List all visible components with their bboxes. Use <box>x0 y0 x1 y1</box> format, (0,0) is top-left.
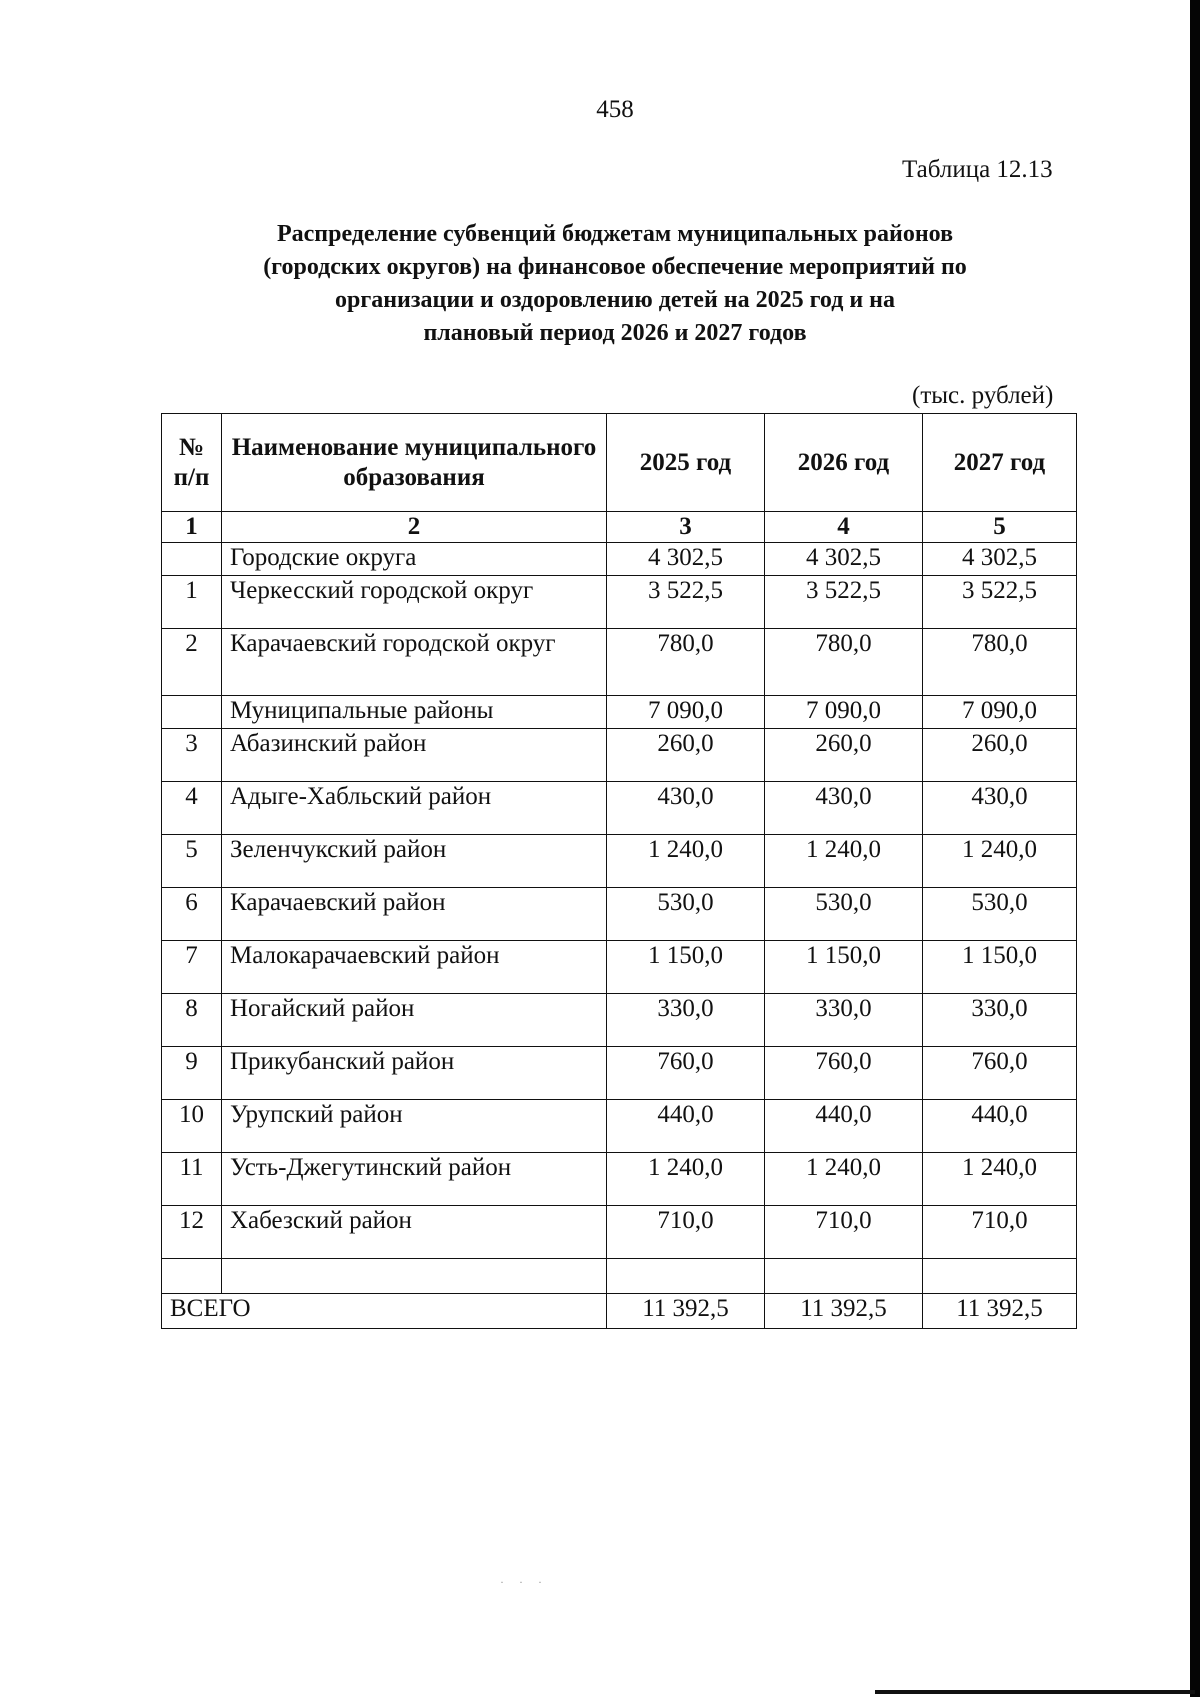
row-value-2027: 3 522,5 <box>923 576 1077 629</box>
table-row <box>162 782 1077 835</box>
row-value-2025: 1 240,0 <box>607 1153 765 1206</box>
row-value-2025: 710,0 <box>607 1206 765 1259</box>
row-value-2027: 330,0 <box>923 994 1077 1047</box>
header-name: Наименование муниципального образования <box>222 414 607 512</box>
row-value-2026: 710,0 <box>765 1206 923 1259</box>
blank-cell <box>607 1259 765 1294</box>
blank-row <box>162 1259 1077 1294</box>
title-line: (городских округов) на финансовое обеспечение мероприятий по <box>263 254 967 280</box>
table-row <box>162 1047 1077 1100</box>
row-value-2026: 530,0 <box>765 888 923 941</box>
row-value-2026: 3 522,5 <box>765 576 923 629</box>
row-number: 9 <box>162 1047 222 1100</box>
row-value-2025: 430,0 <box>607 782 765 835</box>
row-value-2027: 780,0 <box>923 629 1077 696</box>
header-2027: 2027 год <box>923 414 1077 512</box>
row-value-2025: 1 150,0 <box>607 941 765 994</box>
row-value-2027: 7 090,0 <box>923 696 1077 729</box>
table-row <box>162 1206 1077 1259</box>
title-line: плановый период 2026 и 2027 годов <box>423 320 807 346</box>
row-value-2026: 7 090,0 <box>765 696 923 729</box>
row-value-2025: 7 090,0 <box>607 696 765 729</box>
row-name: Городские округа <box>222 543 607 576</box>
row-number <box>162 543 222 576</box>
table-row <box>162 729 1077 782</box>
total-label: ВСЕГО <box>162 1294 607 1329</box>
row-number: 12 <box>162 1206 222 1259</box>
title-line: организации и оздоровлению детей на 2025 год и на <box>334 287 895 313</box>
row-value-2026: 430,0 <box>765 782 923 835</box>
blank-cell <box>222 1259 607 1294</box>
table-title <box>150 218 1080 350</box>
row-name: Усть-Джегутинский район <box>222 1153 607 1206</box>
row-name: Зеленчукский район <box>222 835 607 888</box>
row-name: Черкесский городской округ <box>222 576 607 629</box>
row-value-2027: 1 240,0 <box>923 835 1077 888</box>
row-name: Карачаевский район <box>222 888 607 941</box>
table-row <box>162 994 1077 1047</box>
row-value-2026: 330,0 <box>765 994 923 1047</box>
row-name: Хабезский район <box>222 1206 607 1259</box>
header-2025: 2025 год <box>607 414 765 512</box>
row-name: Адыге-Хабльский район <box>222 782 607 835</box>
blank-cell <box>765 1259 923 1294</box>
row-value-2026: 1 240,0 <box>765 835 923 888</box>
row-value-2026: 760,0 <box>765 1047 923 1100</box>
row-value-2025: 330,0 <box>607 994 765 1047</box>
blank-cell <box>162 1259 222 1294</box>
column-number: 2 <box>222 512 607 543</box>
row-name: Малокарачаевский район <box>222 941 607 994</box>
table-row <box>162 576 1077 629</box>
total-value-2026: 11 392,5 <box>765 1294 923 1329</box>
table-row <box>162 629 1077 696</box>
column-number: 5 <box>923 512 1077 543</box>
row-name: Абазинский район <box>222 729 607 782</box>
table-group-row <box>162 696 1077 729</box>
row-value-2027: 1 240,0 <box>923 1153 1077 1206</box>
column-number: 4 <box>765 512 923 543</box>
row-number: 6 <box>162 888 222 941</box>
row-value-2025: 1 240,0 <box>607 835 765 888</box>
row-value-2026: 440,0 <box>765 1100 923 1153</box>
header-row <box>162 414 1077 512</box>
row-value-2026: 780,0 <box>765 629 923 696</box>
row-value-2026: 260,0 <box>765 729 923 782</box>
row-value-2027: 440,0 <box>923 1100 1077 1153</box>
row-value-2027: 430,0 <box>923 782 1077 835</box>
table-row <box>162 835 1077 888</box>
row-value-2025: 760,0 <box>607 1047 765 1100</box>
row-name: Карачаевский городской округ <box>222 629 607 696</box>
row-value-2027: 710,0 <box>923 1206 1077 1259</box>
subsidy-table <box>161 413 1077 1329</box>
column-number-row <box>162 512 1077 543</box>
row-name: Прикубанский район <box>222 1047 607 1100</box>
row-number: 5 <box>162 835 222 888</box>
row-value-2025: 440,0 <box>607 1100 765 1153</box>
row-number: 7 <box>162 941 222 994</box>
row-value-2027: 530,0 <box>923 888 1077 941</box>
page-number: 458 <box>596 96 634 123</box>
table-group-row <box>162 543 1077 576</box>
table-row <box>162 1153 1077 1206</box>
scan-noise: · · · <box>500 1575 548 1589</box>
row-value-2027: 260,0 <box>923 729 1077 782</box>
header-2026: 2026 год <box>765 414 923 512</box>
row-value-2027: 1 150,0 <box>923 941 1077 994</box>
row-value-2026: 4 302,5 <box>765 543 923 576</box>
row-value-2025: 260,0 <box>607 729 765 782</box>
scan-bottom-line <box>875 1690 1195 1694</box>
row-number: 1 <box>162 576 222 629</box>
header-num: № п/п <box>162 414 222 512</box>
row-number: 3 <box>162 729 222 782</box>
units-label: (тыс. рублей) <box>912 382 1054 409</box>
table-label: Таблица 12.13 <box>902 156 1053 183</box>
table-row <box>162 1100 1077 1153</box>
column-number: 3 <box>607 512 765 543</box>
row-value-2027: 4 302,5 <box>923 543 1077 576</box>
row-name: Муниципальные районы <box>222 696 607 729</box>
row-value-2026: 1 240,0 <box>765 1153 923 1206</box>
row-number: 2 <box>162 629 222 696</box>
table-row <box>162 941 1077 994</box>
total-value-2027: 11 392,5 <box>923 1294 1077 1329</box>
row-name: Ногайский район <box>222 994 607 1047</box>
row-value-2025: 530,0 <box>607 888 765 941</box>
row-number: 10 <box>162 1100 222 1153</box>
row-value-2025: 4 302,5 <box>607 543 765 576</box>
table-row <box>162 888 1077 941</box>
row-value-2025: 780,0 <box>607 629 765 696</box>
row-number: 8 <box>162 994 222 1047</box>
row-value-2027: 760,0 <box>923 1047 1077 1100</box>
scan-edge-bar <box>1190 0 1200 1697</box>
title-line: Распределение субвенций бюджетам муниципальных районов <box>276 221 954 247</box>
blank-cell <box>923 1259 1077 1294</box>
row-name: Урупский район <box>222 1100 607 1153</box>
column-number: 1 <box>162 512 222 543</box>
row-number: 4 <box>162 782 222 835</box>
row-number: 11 <box>162 1153 222 1206</box>
row-value-2025: 3 522,5 <box>607 576 765 629</box>
total-value-2025: 11 392,5 <box>607 1294 765 1329</box>
row-number <box>162 696 222 729</box>
row-value-2026: 1 150,0 <box>765 941 923 994</box>
total-row <box>162 1294 1077 1329</box>
